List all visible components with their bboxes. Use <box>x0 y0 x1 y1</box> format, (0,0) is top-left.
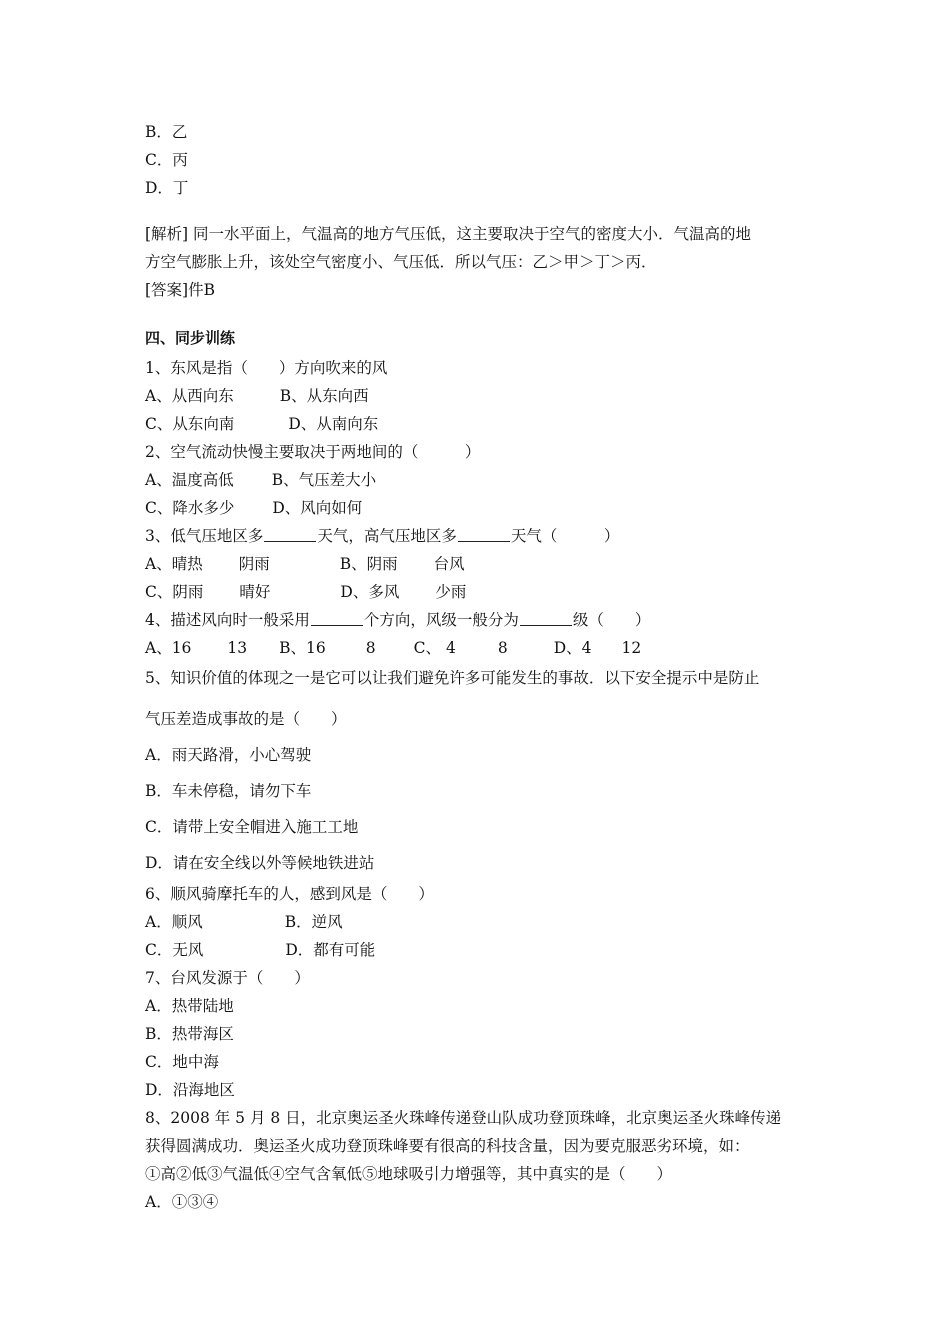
question-2-options-row-1 <box>145 470 376 490</box>
question-1: 1、东风是指（ ）方向吹来的风 <box>145 359 388 377</box>
option-b: B、16 <box>279 639 326 657</box>
option-a: A、从西向东 <box>145 387 234 405</box>
question-5-option-b: B．车未停稳，请勿下车 <box>145 782 312 800</box>
option-a: A、温度高低 <box>145 471 234 489</box>
option-c-bing: C．丙 <box>145 151 188 169</box>
answer-blank <box>264 532 316 542</box>
answer-blank <box>520 616 572 626</box>
question-4-options: A、16 13 B、16 8 C、 4 8 D、4 12 <box>145 639 642 657</box>
question-1-options-row-1 <box>145 386 369 406</box>
option-b: B、阴雨 <box>339 555 398 573</box>
question-7-option-d: D．沿海地区 <box>145 1081 235 1099</box>
question-8-line-3: ①高②低③气温低④空气含氧低⑤地球吸引力增强等，其中真实的是（ ） <box>145 1165 673 1183</box>
question-2-options-row-2 <box>145 498 362 518</box>
option-d: D、从南向东 <box>288 415 379 433</box>
question-6-options-row-1 <box>145 912 343 932</box>
answer-blank <box>311 616 363 626</box>
question-5-line-1: 5、知识价值的体现之一是它可以让我们避免许多可能发生的事故．以下安全提示中是防止 <box>145 669 760 687</box>
question-2: 2、空气流动快慢主要取决于两地间的（ ） <box>145 443 481 461</box>
option-b: B、从东向西 <box>279 387 369 405</box>
answer-line: [答案]件B <box>145 281 215 299</box>
question-6-options-row-2 <box>145 940 375 960</box>
question-3-options-row-2: C、阴雨 晴好 D、多风 少雨 <box>145 583 467 601</box>
question-4: 4、描述风向时一般采用 个方向，风级一般分为 级（ ） <box>145 611 651 629</box>
question-7-option-a: A．热带陆地 <box>145 997 234 1015</box>
option-b: B．逆风 <box>284 913 343 931</box>
question-5-option-d: D．请在安全线以外等候地铁进站 <box>145 854 375 872</box>
question-7-option-c: C．地中海 <box>145 1053 219 1071</box>
question-3-options-row-1: A、晴热 阴雨 B、阴雨 台风 <box>145 555 465 573</box>
option-c: C、阴雨 <box>145 583 204 601</box>
question-8-line-1: 8、2008 年 5 月 8 日，北京奥运圣火珠峰传递登山队成功登顶珠峰，北京奥运圣火珠峰传递 <box>145 1109 782 1127</box>
answer-blank <box>458 532 510 542</box>
option-a: A．顺风 <box>145 913 203 931</box>
option-d: D、风向如何 <box>272 499 363 517</box>
option-c: C、降水多少 <box>145 499 235 517</box>
section-title: 四、同步训练 <box>145 329 236 347</box>
question-7-option-b: B．热带海区 <box>145 1025 234 1043</box>
analysis-line-2: 方空气膨胀上升，该处空气密度小、气压低．所以气压：乙＞甲＞丁＞丙． <box>145 253 657 271</box>
option-b-yi: B．乙 <box>145 123 188 141</box>
option-c: C．无风 <box>145 941 204 959</box>
question-5-option-c: C．请带上安全帽进入施工工地 <box>145 818 359 836</box>
question-5-line-2: 气压差造成事故的是（ ） <box>145 710 347 728</box>
option-d: D、4 <box>553 639 592 657</box>
option-d: D、多风 <box>340 583 400 601</box>
question-5-option-a: A．雨天路滑，小心驾驶 <box>145 746 312 764</box>
analysis-line-1: [解析] 同一水平面上，气温高的地方气压低，这主要取决于空气的密度大小．气温高的地 <box>145 225 752 243</box>
question-6: 6、顺风骑摩托车的人，感到风是（ ） <box>145 885 434 903</box>
question-8-line-2: 获得圆满成功．奥运圣火成功登顶珠峰要有很高的科技含量，因为要克服恶劣环境，如： <box>145 1137 750 1155</box>
question-8-option-a: A．①③④ <box>145 1193 219 1211</box>
option-c: C、从东向南 <box>145 415 235 433</box>
option-d: D．都有可能 <box>285 941 376 959</box>
option-c: C、 4 <box>413 639 456 657</box>
option-a: A、16 <box>145 639 192 657</box>
option-b: B、气压差大小 <box>271 471 377 489</box>
question-7: 7、台风发源于（ ） <box>145 969 310 987</box>
question-1-options-row-2 <box>145 414 378 434</box>
option-a: A、晴热 <box>145 555 203 573</box>
option-d-ding: D．丁 <box>145 179 189 197</box>
question-3: 3、低气压地区多 天气，高气压地区多 天气（ ） <box>145 527 620 545</box>
